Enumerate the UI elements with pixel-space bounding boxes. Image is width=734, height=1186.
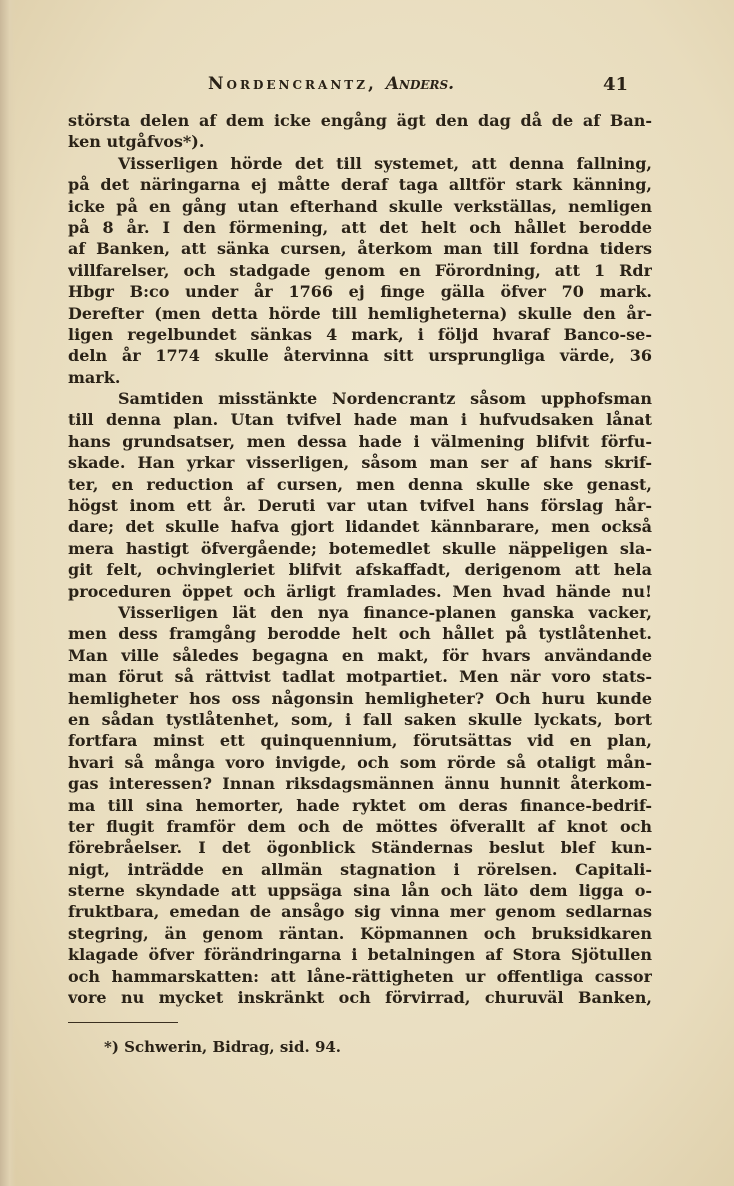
text-line: fruktbara, emedan de ansågo sig vinna mer genom sedlarnas [68, 902, 652, 922]
text-line: Visserligen lät den nya finance-planen ganska vacker, [118, 602, 652, 622]
text-line: icke på en gång utan efterhand skulle verkställas, nemligen [68, 196, 652, 216]
text-line: mera hastigt öfvergående; botemedlet skulle näppeligen sla- [68, 538, 652, 558]
text-line: ter flugit framför dem och de möttes öfverallt af knot och [68, 816, 652, 836]
text-line: git felt, ochvingleriet blifvit afskaffadt, derigenom att hela [68, 560, 652, 580]
text-line: förebråelser. I det ögonblick Ständernas beslut blef kun- [68, 838, 652, 858]
text-line: ken utgåfvos*). [68, 132, 205, 152]
text-line: Hbgr B:co under år 1766 ej finge gälla öfver 70 mark. [68, 282, 652, 302]
text-line: klagade öfver förändringarna i betalningen af Stora Sjötullen [68, 945, 652, 965]
text-line: man förut så rättvist tadlat motpartiet. Men när voro stats- [68, 667, 652, 687]
text-line: dare; det skulle hafva gjort lidandet kännbarare, men också [68, 517, 652, 537]
text-line: hvari så många voro invigde, och som rörde så otaligt mån- [68, 752, 652, 772]
text-line: stegring, än genom räntan. Köpmannen och bruksidkaren [68, 923, 652, 943]
running-head [208, 74, 454, 94]
text-line: ligen regelbundet sänkas 4 mark, i följd hvaraf Banco-se- [68, 324, 652, 344]
footnote-divider [68, 1022, 178, 1023]
text-line: skade. Han yrkar visserligen, såsom man ser af hans skrif- [68, 453, 652, 473]
text-line: till denna plan. Utan tvifvel hade man i hufvudsaken lånat [68, 410, 652, 430]
page-header [208, 74, 628, 104]
running-head-forename: Anders. [385, 74, 455, 94]
text-line: men dess framgång berodde helt och hållet på tystlåtenhet. [68, 624, 652, 644]
text-line: en sådan tystlåtenhet, som, i fall saken skulle lyckats, bort [68, 709, 652, 729]
text-line: Man ville således begagna en makt, för hvars användande [68, 645, 652, 665]
text-line: högst inom ett år. Deruti var utan tvifvel hans förslag hår- [68, 496, 652, 516]
body-text [68, 110, 652, 1008]
text-line: sterne skyndade att uppsäga sina lån och läto dem ligga o- [68, 881, 652, 901]
text-line: ter, en reduction af cursen, men denna skulle ske genast, [68, 474, 652, 494]
text-line: och hammarskatten: att låne-rättigheten ur offentliga cassor [68, 966, 652, 986]
text-line: mark. [68, 367, 121, 387]
text-line: villfarelser, och stadgade genom en Förordning, att 1 Rdr [68, 260, 652, 280]
text-line: hemligheter hos oss någonsin hemligheter? Och huru kunde [68, 688, 652, 708]
page-gutter-shadow [0, 0, 16, 1186]
page-number: 41 [602, 74, 628, 95]
text-line: gas interessen? Innan riksdagsmännen ännu hunnit återkom- [68, 774, 652, 794]
text-line: Samtiden misstänkte Nordencrantz såsom upphofsman [118, 389, 652, 409]
text-line: fortfara minst ett quinquennium, förutsättas vid en plan, [68, 731, 652, 751]
text-line: nigt, inträdde en allmän stagnation i rörelsen. Capitali- [68, 859, 652, 879]
text-line: af Banken, att sänka cursen, återkom man till fordna tiders [68, 239, 652, 259]
text-line: på det näringarna ej måtte deraf taga alltför stark känning, [68, 175, 652, 195]
text-line: på 8 år. I den förmening, att det helt och hållet berodde [68, 217, 652, 237]
text-line: hans grundsatser, men dessa hade i välmening blifvit förfu- [68, 431, 652, 451]
text-line: Derefter (men detta hörde till hemligheterna) skulle den år- [68, 303, 652, 323]
footnote: *) Schwerin, Bidrag, sid. 94. [104, 1038, 342, 1056]
running-head-surname: Nordencrantz, [208, 74, 377, 94]
text-line: vore nu mycket inskränkt och förvirrad, churuväl Banken, [68, 988, 652, 1008]
text-line: största delen af dem icke engång ägt den dag då de af Ban- [68, 111, 652, 130]
text-line: ma till sina hemorter, hade ryktet om deras finance-bedrif- [68, 795, 652, 815]
text-line: deln år 1774 skulle återvinna sitt ursprungliga värde, 36 [68, 346, 652, 366]
text-line: Visserligen hörde det till systemet, att denna fallning, [118, 153, 652, 173]
text-line: proceduren öppet och ärligt framlades. Men hvad hände nu! [68, 581, 652, 601]
